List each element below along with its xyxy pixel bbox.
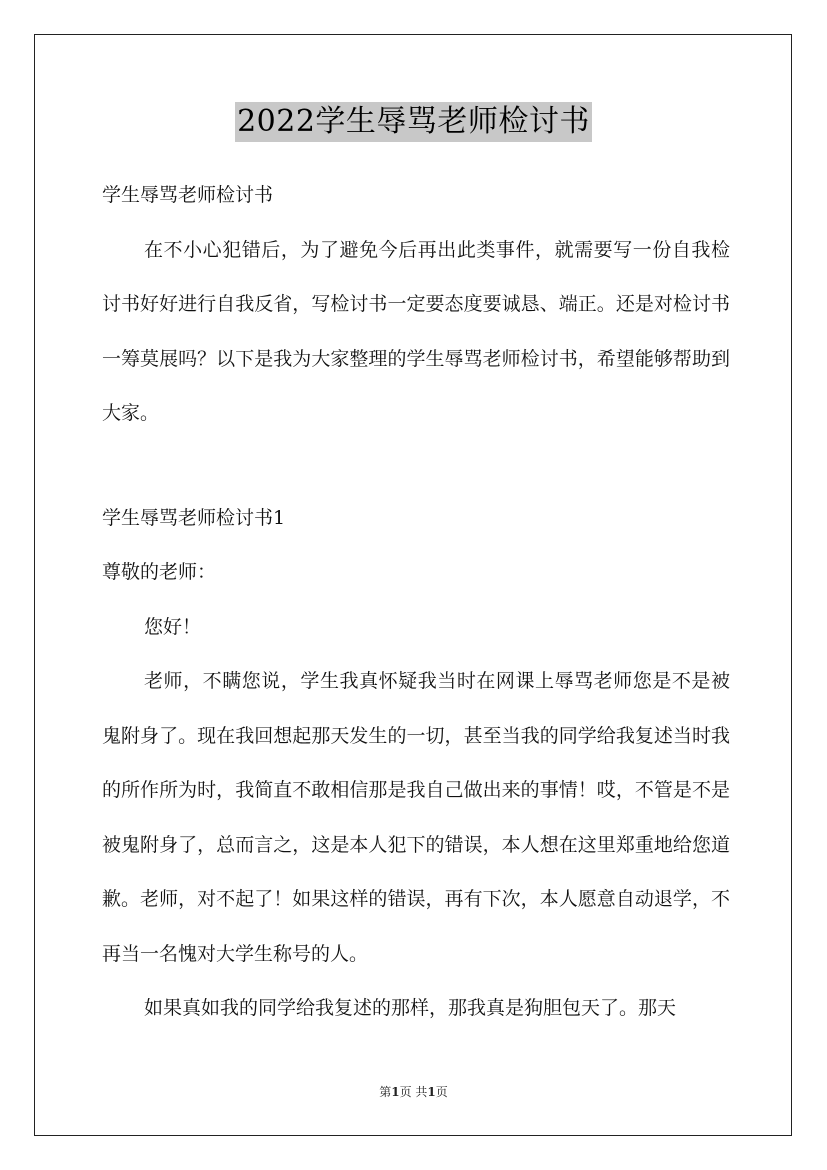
body-paragraph-1: 老师，不瞒您说，学生我真怀疑我当时在网课上辱骂老师您是不是被鬼附身了。现在我回想起那天发生的一切，甚至当我的同学给我复述当时我的所作所为时，我简直不敢相信那是我自己做出来的事情！哎，不管是不是被鬼附身了，总而言之，这是本人犯下的错误，本人想在这里郑重地给您道歉。老师，对不起了！如果这样的错误，再有下次，本人愿意自动退学，不再当一名愧对大学生称号的人。 xyxy=(102,670,730,965)
title-container xyxy=(0,102,827,142)
section-gap xyxy=(102,441,730,491)
footer-page-prefix: 第 xyxy=(379,1085,392,1099)
intro-paragraph: 在不小心犯错后，为了避免今后再出此类事件，就需要写一份自我检讨书好好进行自我反省，写检讨书一定要态度要诚恳、端正。还是对检讨书一筹莫展吗？以下是我为大家整理的学生辱骂老师检讨书，希望能够帮助到大家。 xyxy=(102,238,730,424)
page-footer xyxy=(0,1083,827,1100)
document-body xyxy=(102,168,730,1036)
footer-page-mid: 页 共 xyxy=(399,1085,428,1099)
subtitle: 学生辱骂老师检讨书 xyxy=(102,184,274,206)
footer-page-number: 1 xyxy=(391,1085,400,1099)
footer-page-total: 1 xyxy=(427,1085,436,1099)
salutation: 尊敬的老师： xyxy=(102,561,217,583)
greeting: 您好！ xyxy=(144,615,202,638)
document-title: 2022学生辱骂老师检讨书 xyxy=(235,102,592,142)
section-heading: 学生辱骂老师检讨书1 xyxy=(102,506,286,529)
footer-page-suffix: 页 xyxy=(435,1085,448,1099)
body-paragraph-2: 如果真如我的同学给我复述的那样，那我真是狗胆包天了。那天 xyxy=(144,997,677,1019)
